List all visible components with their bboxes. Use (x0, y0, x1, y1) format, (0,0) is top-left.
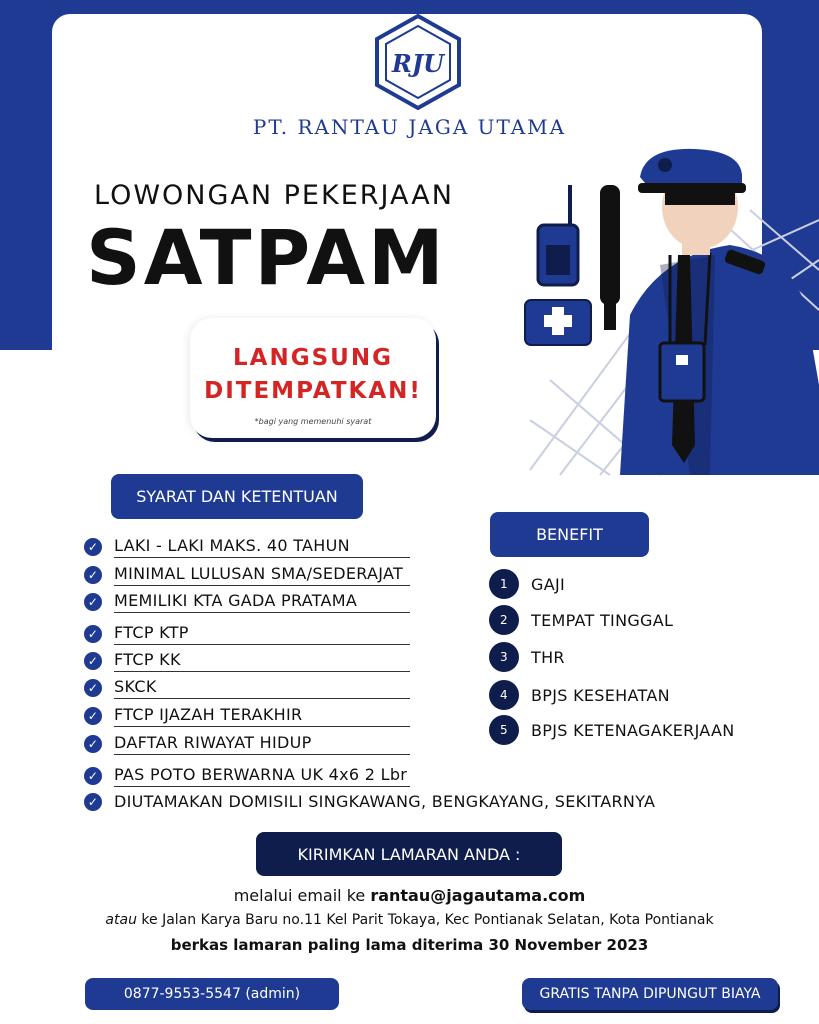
check-icon: ✓ (84, 767, 102, 785)
check-icon: ✓ (84, 538, 102, 556)
email-address[interactable]: rantau@jagautama.com (370, 886, 586, 905)
requirement-item: ✓ SKCK (84, 677, 410, 699)
check-icon: ✓ (84, 793, 102, 811)
svg-text:RJU: RJU (391, 49, 445, 78)
benefit-item: 5 BPJS KETENAGAKERJAAN (489, 715, 735, 745)
requirement-item: ✓ LAKI - LAKI MAKS. 40 TAHUN (84, 536, 410, 558)
check-icon: ✓ (84, 625, 102, 643)
position-title: SATPAM (86, 213, 447, 302)
requirement-item: ✓ MEMILIKI KTA GADA PRATAMA (84, 591, 410, 613)
benefit-item: 3 THR (489, 642, 565, 672)
requirement-item: ✓ PAS POTO BERWARNA UK 4x6 2 Lbr (84, 765, 410, 787)
security-guard-illustration (520, 145, 819, 475)
phone-contact[interactable]: 0877-9553-5547 (admin) (85, 978, 339, 1010)
badge-note: *bagi yang memenuhi syarat (254, 417, 372, 426)
requirement-item: ✓ FTCP KTP (84, 623, 410, 645)
badge-line-1: LANGSUNG (233, 345, 393, 371)
check-icon: ✓ (84, 593, 102, 611)
check-icon: ✓ (84, 735, 102, 753)
company-logo-icon (375, 14, 461, 110)
company-name: PT. RANTAU JAGA UTAMA (252, 115, 567, 139)
email-line: melalui email ke rantau@jagautama.com (233, 886, 586, 905)
deadline-line: berkas lamaran paling lama diterima 30 November 2023 (170, 936, 649, 954)
badge-line-2: DITEMPATKAN! (204, 378, 422, 404)
check-icon: ✓ (84, 679, 102, 697)
headline: LOWONGAN PEKERJAAN (94, 180, 454, 211)
requirement-item: ✓ FTCP IJAZAH TERAKHIR (84, 705, 410, 727)
address-line: atau ke Jalan Karya Baru no.11 Kel Parit Tokaya, Kec Pontianak Selatan, Kota Pontianak (105, 912, 714, 928)
requirement-item: ✓ DAFTAR RIWAYAT HIDUP (84, 733, 410, 755)
benefit-title: BENEFIT (490, 512, 649, 557)
requirement-item: ✓ MINIMAL LULUSAN SMA/SEDERAJAT (84, 564, 410, 586)
requirements-title: SYARAT DAN KETENTUAN (111, 474, 363, 519)
requirement-item: ✓ FTCP KK (84, 650, 410, 672)
check-icon: ✓ (84, 566, 102, 584)
benefit-item: 4 BPJS KESEHATAN (489, 680, 670, 710)
requirement-item: ✓ DIUTAMAKAN DOMISILI SINGKAWANG, BENGKAYANG, SEKITARNYA (84, 792, 655, 811)
check-icon: ✓ (84, 652, 102, 670)
apply-title: KIRIMKAN LAMARAN ANDA : (256, 832, 562, 876)
check-icon: ✓ (84, 707, 102, 725)
free-of-charge-badge: GRATIS TANPA DIPUNGUT BIAYA (522, 978, 778, 1010)
benefit-item: 2 TEMPAT TINGGAL (489, 605, 673, 635)
benefit-item: 1 GAJI (489, 569, 565, 599)
